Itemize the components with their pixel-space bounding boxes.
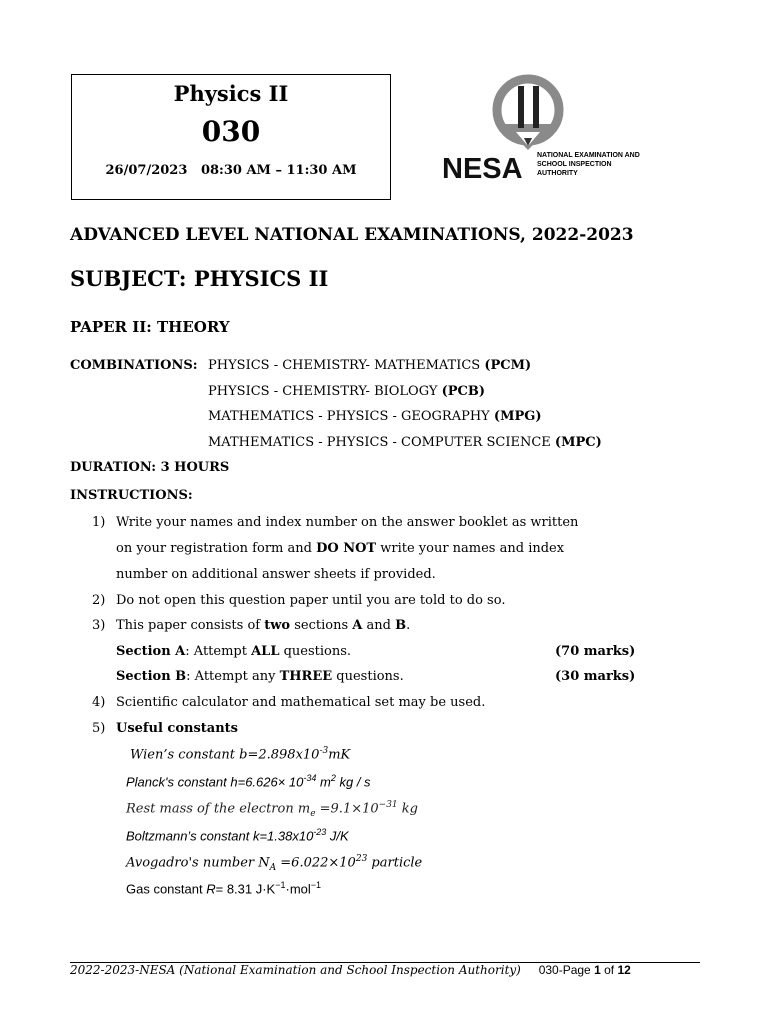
- instruction-number: 4): [92, 695, 106, 710]
- logo-subtitle-line: SCHOOL INSPECTION: [537, 161, 612, 168]
- instruction-number: 1): [92, 515, 106, 530]
- logo-wordmark: NESA: [442, 153, 523, 184]
- constant-wien: Wien’s constant $b=2.898x10^{-3}mK$: [130, 746, 351, 763]
- page-footer: [70, 963, 631, 977]
- combination-item: PHYSICS - CHEMISTRY- BIOLOGY (PCB): [208, 384, 486, 399]
- combination-item: PHYSICS - CHEMISTRY- MATHEMATICS (PCM): [208, 358, 532, 373]
- instruction-1-line: Write your names and index number on the answer booklet as written: [116, 515, 579, 530]
- duration: DURATION: 3 HOURS: [70, 460, 230, 475]
- constant-gas: Gas constant R= 8.31 $J\cdot K^{-1}\cdot mol^{-1}$: [126, 880, 322, 897]
- section-a-instruction: Section A: Attempt ALL questions.: [116, 644, 352, 659]
- paper-title: Physics II: [173, 81, 289, 106]
- instruction-number: 5): [92, 721, 106, 736]
- exam-date-time: 26/07/2023 08:30 AM – 11:30 AM: [105, 163, 357, 178]
- instruction-4: Scientific calculator and mathematical set may be used.: [116, 695, 486, 710]
- combinations-label: COMBINATIONS:: [70, 358, 198, 373]
- constant-electron-mass: Rest mass of the electron $m_e =9.1\times 10^{-31}$ kg: [126, 800, 418, 819]
- subject-heading: SUBJECT: PHYSICS II: [70, 266, 329, 291]
- logo-subtitle-line: NATIONAL EXAMINATION AND: [537, 152, 640, 159]
- instruction-number: 3): [92, 618, 106, 633]
- instruction-3: This paper consists of two sections A and B.: [116, 618, 411, 633]
- combination-item: MATHEMATICS - PHYSICS - GEOGRAPHY (MPG): [208, 409, 542, 424]
- constant-boltzmann: Boltzmann’s constant $k=1.38x10^{-23}$ J/K: [126, 827, 349, 844]
- footer-authority: 2022-2023-NESA (National Examination and School Inspection Authority): [70, 963, 521, 977]
- instruction-number: 2): [92, 593, 106, 608]
- logo-subtitle-line: AUTHORITY: [537, 170, 578, 177]
- instruction-1-line: on your registration form and DO NOT write your names and index: [116, 541, 565, 556]
- section-a-marks: (70 marks): [555, 644, 636, 659]
- section-b-marks: (30 marks): [555, 669, 636, 684]
- instructions-heading: INSTRUCTIONS:: [70, 488, 193, 503]
- constant-planck: Planck's constant $h=6.626\times 10^{-34}$ $m^2$ kg / s: [126, 773, 371, 790]
- instruction-1-line: number on additional answer sheets if provided.: [116, 567, 436, 582]
- section-b-instruction: Section B: Attempt any THREE questions.: [116, 669, 404, 684]
- exam-title: ADVANCED LEVEL NATIONAL EXAMINATIONS, 2022-2023: [70, 225, 634, 245]
- constant-avogadro: Avogadro's number $N_A =6.022\times 10^{23}$ particle: [126, 854, 423, 873]
- instruction-2: Do not open this question paper until you are told to do so.: [116, 593, 506, 608]
- header-box: [71, 74, 391, 200]
- combination-item: MATHEMATICS - PHYSICS - COMPUTER SCIENCE (MPC): [208, 435, 602, 450]
- paper-heading: PAPER II: THEORY: [70, 318, 230, 336]
- page-number: 030-Page 1 of 12: [538, 963, 631, 977]
- useful-constants-heading: Useful constants: [116, 721, 238, 736]
- paper-code: 030: [201, 115, 261, 148]
- logo-subtitle: [537, 151, 667, 178]
